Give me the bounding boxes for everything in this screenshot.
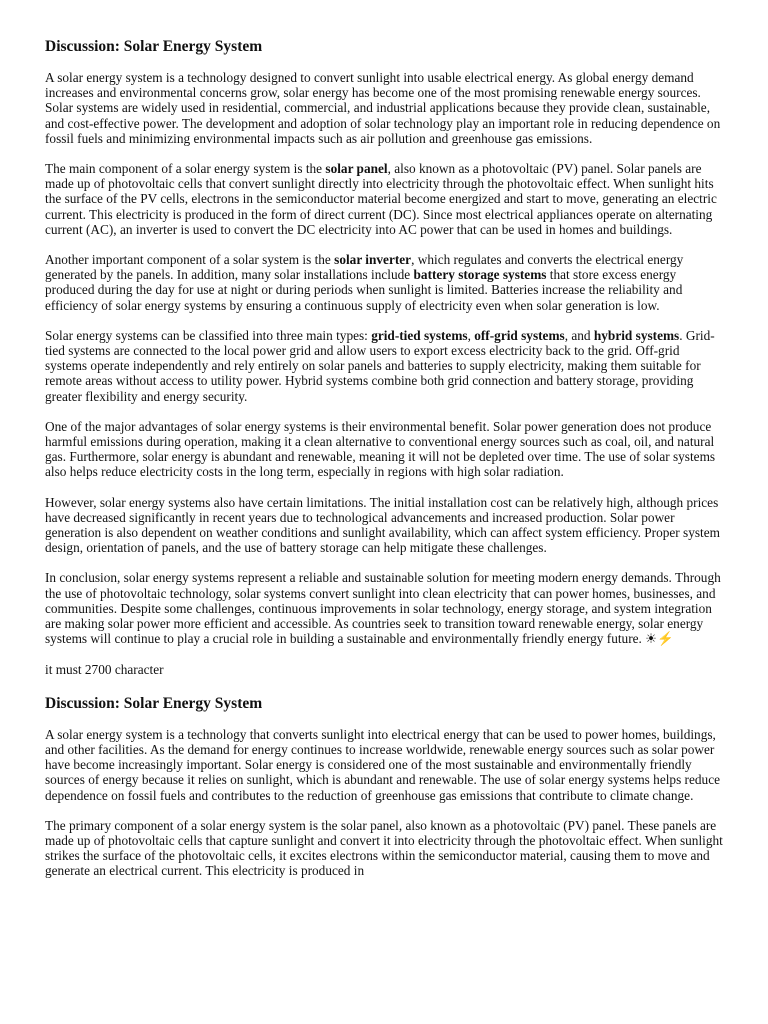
paragraph-advantages: One of the major advantages of solar energy systems is their environmental benefit. Solar power generation does not produce harmful emissions during operation, making it a clean alternative to conventional energy sources such as coal, oil, and natural gas. Furthermore, solar energy is abundant and renewable, meaning it will not be depleted over time. The use of solar systems also helps reduce electricity costs in the long term, especially in regions with high solar radiation. <box>45 418 716 480</box>
bold-term: hybrid systems <box>593 327 680 343</box>
section-heading-2: Discussion: Solar Energy System <box>45 694 263 712</box>
paragraph-solar-panel <box>45 161 723 237</box>
paragraph-system-types <box>45 328 723 404</box>
paragraph-conclusion: In conclusion, solar energy systems represent a reliable and sustainable solution for meeting modern energy demands. Through the use of photovoltaic technology, solar systems convert sunlight into clean electricity that can power homes, businesses, and communities. Despite some challenges, continuous improvements in solar technology, energy storage, and system integration are making solar power more efficient and accessible. As countries seek to transition toward renewable energy, solar energy systems will continue to play a crucial role in building a sustainable and environmentally friendly energy future. ☀⚡ <box>45 570 721 647</box>
paragraph-inverter <box>45 252 723 313</box>
note-text: it must 2700 character <box>45 661 164 677</box>
bold-term: solar inverter <box>334 252 412 268</box>
paragraph-solar-panel-2: The primary component of a solar energy system is the solar panel, also known as a photovoltaic (PV) panel. These panels are made up of photovoltaic cells that capture sunlight and convert it into electricity through the photovoltaic effect. When sunlight strikes the surface of the photovoltaic cells, it excites electrons within the semiconductor material, causing them to move and generate an electrical current. This electricity is produced in <box>45 817 723 879</box>
bold-term: solar panel <box>325 161 388 177</box>
text-run: that store excess energy produced during the day for use at night or during periods when sunlight is limited. Batteries increase the reliability and efficiency of solar energy systems by ensuring a continuous supply of electricity even when solar generation is low. <box>45 267 683 313</box>
text-run: , which regulates and converts the electrical energy generated by the panels. In addition, many solar installations include <box>45 252 684 283</box>
text-run: . Grid-tied systems are connected to the local power grid and allow users to export excess electricity back to the grid. Off-grid systems operate independently and rely entirely on solar panels and batteries to supply electricity, making them suitable for remote areas without access to utility power. Hybrid systems combine both grid connection and battery storage, providing greater flexibility and energy security. <box>45 327 715 404</box>
text-run: Solar energy systems can be classified into three main types: <box>45 327 372 343</box>
bold-term: off-grid systems <box>474 327 565 343</box>
text-run: , <box>467 327 475 343</box>
section-heading: Discussion: Solar Energy System <box>45 38 263 55</box>
text-run: The main component of a solar energy system is the <box>45 161 326 177</box>
bold-term: grid-tied systems <box>371 327 468 343</box>
paragraph-intro-2: A solar energy system is a technology that converts sunlight into electrical energy that can be used to power homes, buildings, and other facilities. As the demand for energy continues to increase worldwide, renewable energy sources such as solar power have become increasingly important. Solar energy is considered one of the most sustainable and environmentally friendly sources of energy because it relies on sunlight, which is abundant and renewable. The use of solar energy systems helps reduce dependence on fossil fuels and contributes to the reduction of greenhouse gas emissions that contribute to climate change. <box>45 726 720 803</box>
text-run: Another important component of a solar system is the <box>45 252 335 268</box>
bold-term: battery storage systems <box>413 267 547 283</box>
paragraph-limitations: However, solar energy systems also have certain limitations. The initial installation cost can be relatively high, although prices have decreased significantly in recent years due to technological advancements and increased production. Solar power generation is also dependent on weather conditions and sunlight availability, which can affect system efficiency. Proper system design, orientation of panels, and the use of battery storage can help mitigate these challenges. <box>45 494 720 556</box>
text-run: , also known as a photovoltaic (PV) panel. Solar panels are made up of photovoltaic cells that convert sunlight directly into electricity through the photovoltaic effect. When sunlight hits the surface of the PV cells, electrons in the semiconductor material become energized and start to move, generating an electric current. This electricity is produced in the form of direct current (DC). Since most electrical appliances operate on alternating current (AC), an inverter is used to convert the DC electricity into AC power that can be used in homes and buildings. <box>45 161 717 237</box>
paragraph-intro: A solar energy system is a technology designed to convert sunlight into usable electrical energy. As global energy demand increases and environmental concerns grow, solar energy has become one of the most promising renewable energy sources. Solar systems are widely used in residential, commercial, and industrial applications because they provide clean, sustainable, and cost-effective power. The development and adoption of solar technology play an important role in reducing dependence on fossil fuels and minimizing environmental impacts such as air pollution and greenhouse gas emissions. <box>45 70 721 146</box>
text-run: , and <box>564 327 594 343</box>
